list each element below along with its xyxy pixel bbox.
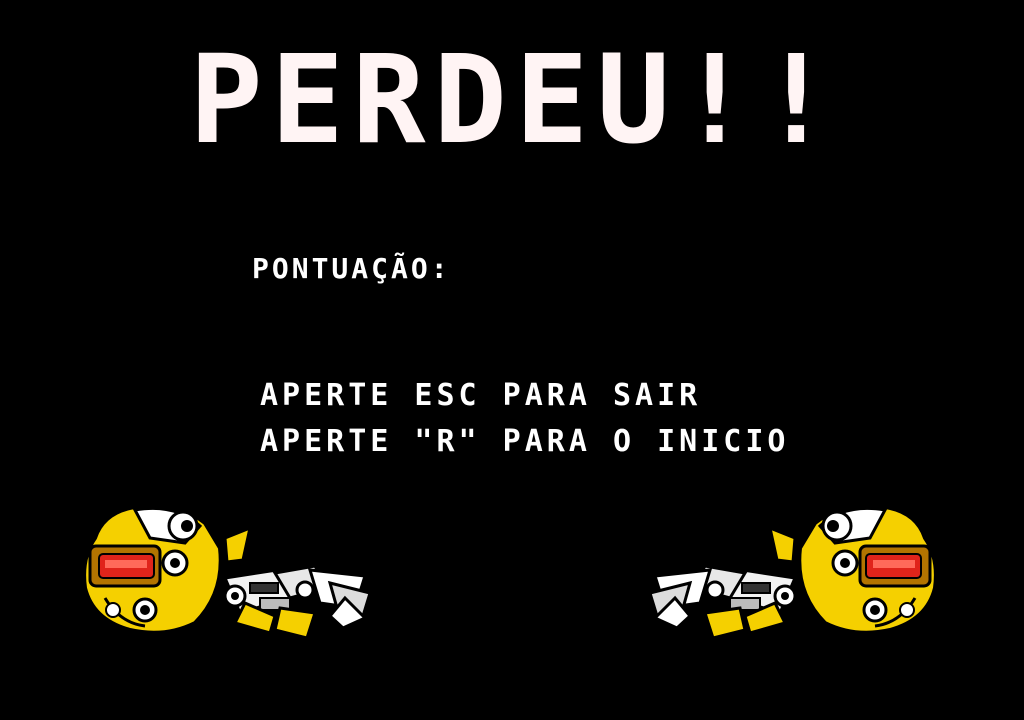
left-fallen-robot [75,498,375,648]
exit-instruction: APERTE ESC PARA SAIR [260,378,702,413]
game-over-title: PERDEU!! [189,29,841,171]
fallen-robot-icon [650,506,936,638]
restart-instruction: APERTE "R" PARA O INICIO [260,424,790,459]
fallen-robot-icon [84,506,370,638]
robot-head [84,506,221,633]
robot-arm [650,528,795,638]
right-fallen-robot [645,498,945,648]
robot-head [799,506,936,633]
score-label: PONTUAÇÃO: [252,252,451,285]
robot-arm [225,528,370,638]
